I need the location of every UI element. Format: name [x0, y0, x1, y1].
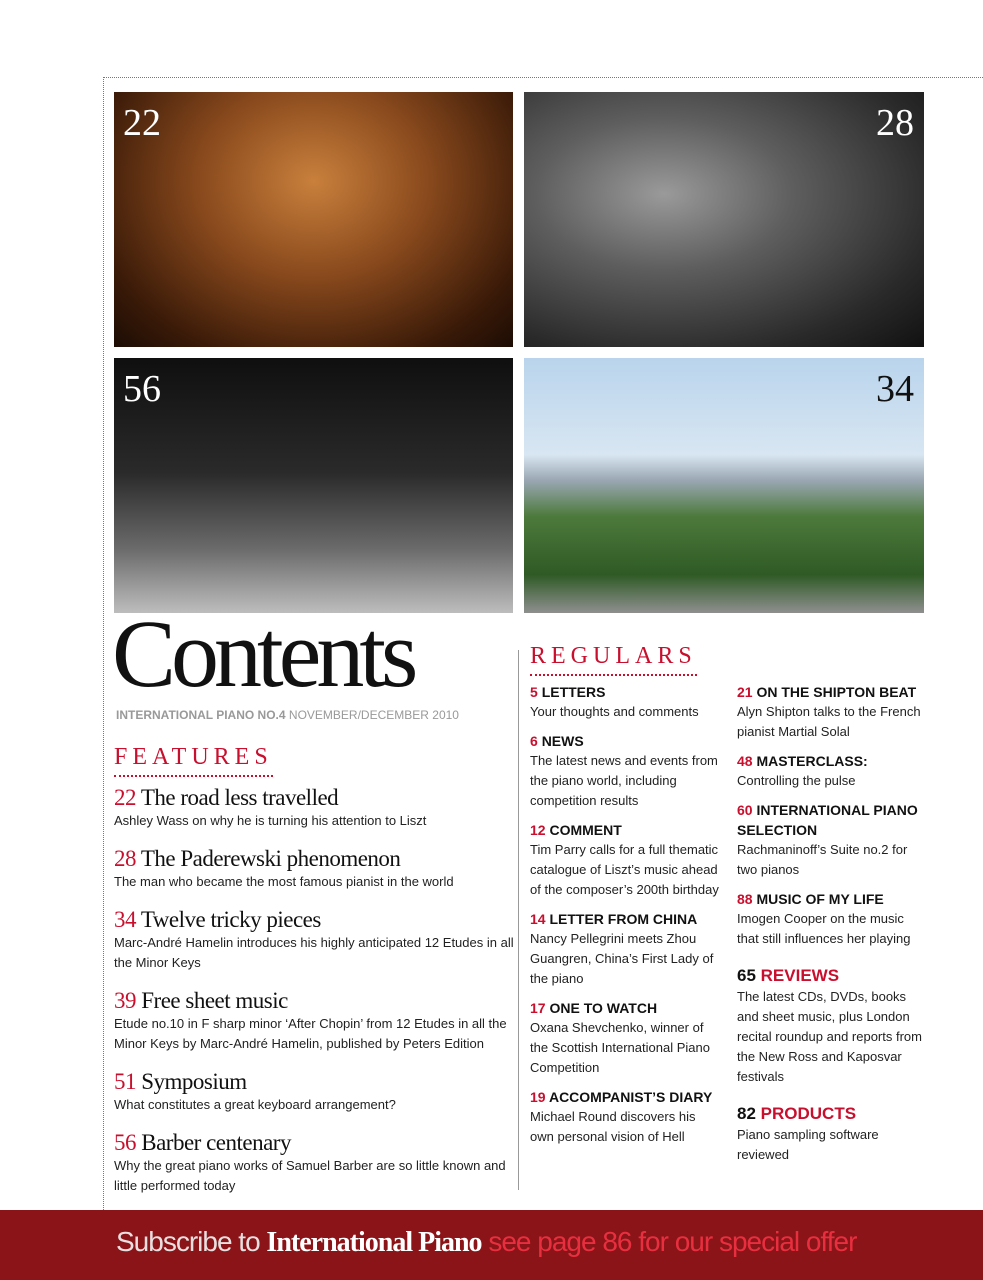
feature-desc: Why the great piano works of Samuel Barber are so little known and little performed today — [114, 1158, 506, 1193]
regular-title: ACCOMPANIST’S DIARY — [548, 1089, 713, 1105]
regular-page: 12 — [530, 822, 546, 838]
regular-item[interactable] — [737, 965, 927, 1087]
regular-title: ON THE SHIPTON BEAT — [756, 684, 917, 700]
regular-page: 6 — [530, 733, 538, 749]
feature-desc: Marc-André Hamelin introduces his highly anticipated 12 Etudes in all the Minor Keys — [114, 935, 514, 970]
regular-page: 82 — [737, 1104, 756, 1123]
regular-page: 88 — [737, 891, 753, 907]
regular-title: LETTER FROM CHINA — [549, 911, 698, 927]
regular-title: MASTERCLASS: — [756, 753, 868, 769]
regular-desc: Your thoughts and comments — [530, 704, 699, 719]
regular-desc: Michael Round discovers his own personal vision of Hell — [530, 1109, 696, 1144]
publication-name: INTERNATIONAL PIANO NO.4 — [116, 708, 286, 722]
regular-item[interactable] — [737, 751, 927, 791]
feature-item[interactable] — [114, 784, 514, 831]
regular-desc: Imogen Cooper on the music that still influences her playing — [737, 911, 911, 946]
regular-page: 60 — [737, 802, 753, 818]
regular-item[interactable] — [530, 820, 720, 900]
feature-item[interactable] — [114, 1129, 514, 1196]
banner-offer-text: see page 86 for our special offer — [481, 1226, 857, 1257]
regular-title: REVIEWS — [760, 966, 840, 985]
feature-page: 22 — [114, 785, 136, 810]
photo-page-number: 22 — [123, 102, 161, 144]
regular-item[interactable] — [737, 682, 927, 742]
regular-item[interactable] — [737, 889, 927, 949]
regular-item[interactable] — [530, 682, 720, 722]
regular-page: 48 — [737, 753, 753, 769]
regular-item[interactable] — [737, 800, 927, 880]
regular-desc: Rachmaninoff’s Suite no.2 for two pianos — [737, 842, 908, 877]
regular-page: 5 — [530, 684, 538, 700]
regular-desc: Oxana Shevchenko, winner of the Scottish International Piano Competition — [530, 1020, 710, 1075]
photo-paderewski — [524, 92, 924, 347]
regulars-heading: REGULARS — [530, 644, 697, 676]
feature-title: Barber centenary — [141, 1130, 291, 1155]
feature-page: 56 — [114, 1130, 136, 1155]
feature-title: Symposium — [141, 1069, 247, 1094]
feature-title: Free sheet music — [141, 988, 288, 1013]
photo-page-number: 56 — [123, 368, 161, 410]
regular-item[interactable] — [737, 1103, 927, 1165]
regular-desc: Alyn Shipton talks to the French pianist Martial Solal — [737, 704, 921, 739]
feature-page: 51 — [114, 1069, 136, 1094]
feature-desc: What constitutes a great keyboard arrangement? — [114, 1097, 396, 1112]
regular-page: 17 — [530, 1000, 546, 1016]
feature-desc: The man who became the most famous pianist in the world — [114, 874, 454, 889]
page-frame-top — [103, 77, 983, 78]
photo-page-number: 28 — [876, 102, 914, 144]
regular-page: 19 — [530, 1089, 546, 1105]
feature-title: Twelve tricky pieces — [140, 907, 321, 932]
feature-title: The Paderewski phenomenon — [140, 846, 401, 871]
regular-item[interactable] — [530, 998, 720, 1078]
feature-page: 39 — [114, 988, 136, 1013]
regulars-column-1 — [530, 682, 720, 1156]
regular-item[interactable] — [530, 909, 720, 989]
regular-title: PRODUCTS — [760, 1104, 857, 1123]
page-title: Contents — [112, 600, 414, 707]
regular-page: 14 — [530, 911, 546, 927]
photo-samuel-barber — [114, 358, 513, 613]
feature-desc: Ashley Wass on why he is turning his attention to Liszt — [114, 813, 427, 828]
issue-date: NOVEMBER/DECEMBER 2010 — [288, 708, 459, 722]
photo-ashley-wass — [114, 92, 513, 347]
column-divider — [518, 650, 519, 1190]
regular-desc: The latest CDs, DVDs, books and sheet music, plus London recital roundup and reports from the New Ross and Kaposvar festivals — [737, 989, 922, 1084]
features-list — [114, 784, 514, 1210]
feature-page: 28 — [114, 846, 136, 871]
banner-subscribe-text: Subscribe to — [116, 1226, 267, 1257]
regular-title: INTERNATIONAL PIANO SELECTION — [737, 802, 918, 838]
issue-line — [116, 708, 459, 722]
regular-title: NEWS — [541, 733, 584, 749]
feature-item[interactable] — [114, 1068, 514, 1115]
photo-marc-andre-hamelin — [524, 358, 924, 613]
feature-desc: Etude no.10 in F sharp minor ‘After Chopin’ from 12 Etudes in all the Minor Keys by Marc-André Hamelin, published by Peters Edition — [114, 1016, 507, 1051]
feature-item[interactable] — [114, 987, 514, 1054]
feature-page: 34 — [114, 907, 136, 932]
regular-title: MUSIC OF MY LIFE — [756, 891, 884, 907]
subscribe-banner[interactable] — [0, 1210, 983, 1280]
regular-desc: Tim Parry calls for a full thematic catalogue of Liszt’s music ahead of the composer’s 200th birthday — [530, 842, 719, 897]
regular-title: LETTERS — [541, 684, 606, 700]
photo-page-number: 34 — [876, 368, 914, 410]
regular-desc: Controlling the pulse — [737, 773, 856, 788]
page-frame-left — [103, 77, 104, 1210]
regular-item[interactable] — [530, 1087, 720, 1147]
regular-item[interactable] — [530, 731, 720, 811]
regular-title: COMMENT — [549, 822, 622, 838]
regular-desc: The latest news and events from the piano world, including competition results — [530, 753, 718, 808]
regular-page: 65 — [737, 966, 756, 985]
feature-title: The road less travelled — [140, 785, 339, 810]
feature-item[interactable] — [114, 906, 514, 973]
regular-page: 21 — [737, 684, 753, 700]
regular-desc: Nancy Pellegrini meets Zhou Guangren, China’s First Lady of the piano — [530, 931, 714, 986]
banner-magazine-name: International Piano — [266, 1227, 482, 1258]
regular-title: ONE TO WATCH — [549, 1000, 658, 1016]
regular-desc: Piano sampling software reviewed — [737, 1127, 879, 1162]
regulars-column-2 — [737, 682, 927, 1174]
features-heading: FEATURES — [114, 745, 273, 777]
feature-item[interactable] — [114, 845, 514, 892]
